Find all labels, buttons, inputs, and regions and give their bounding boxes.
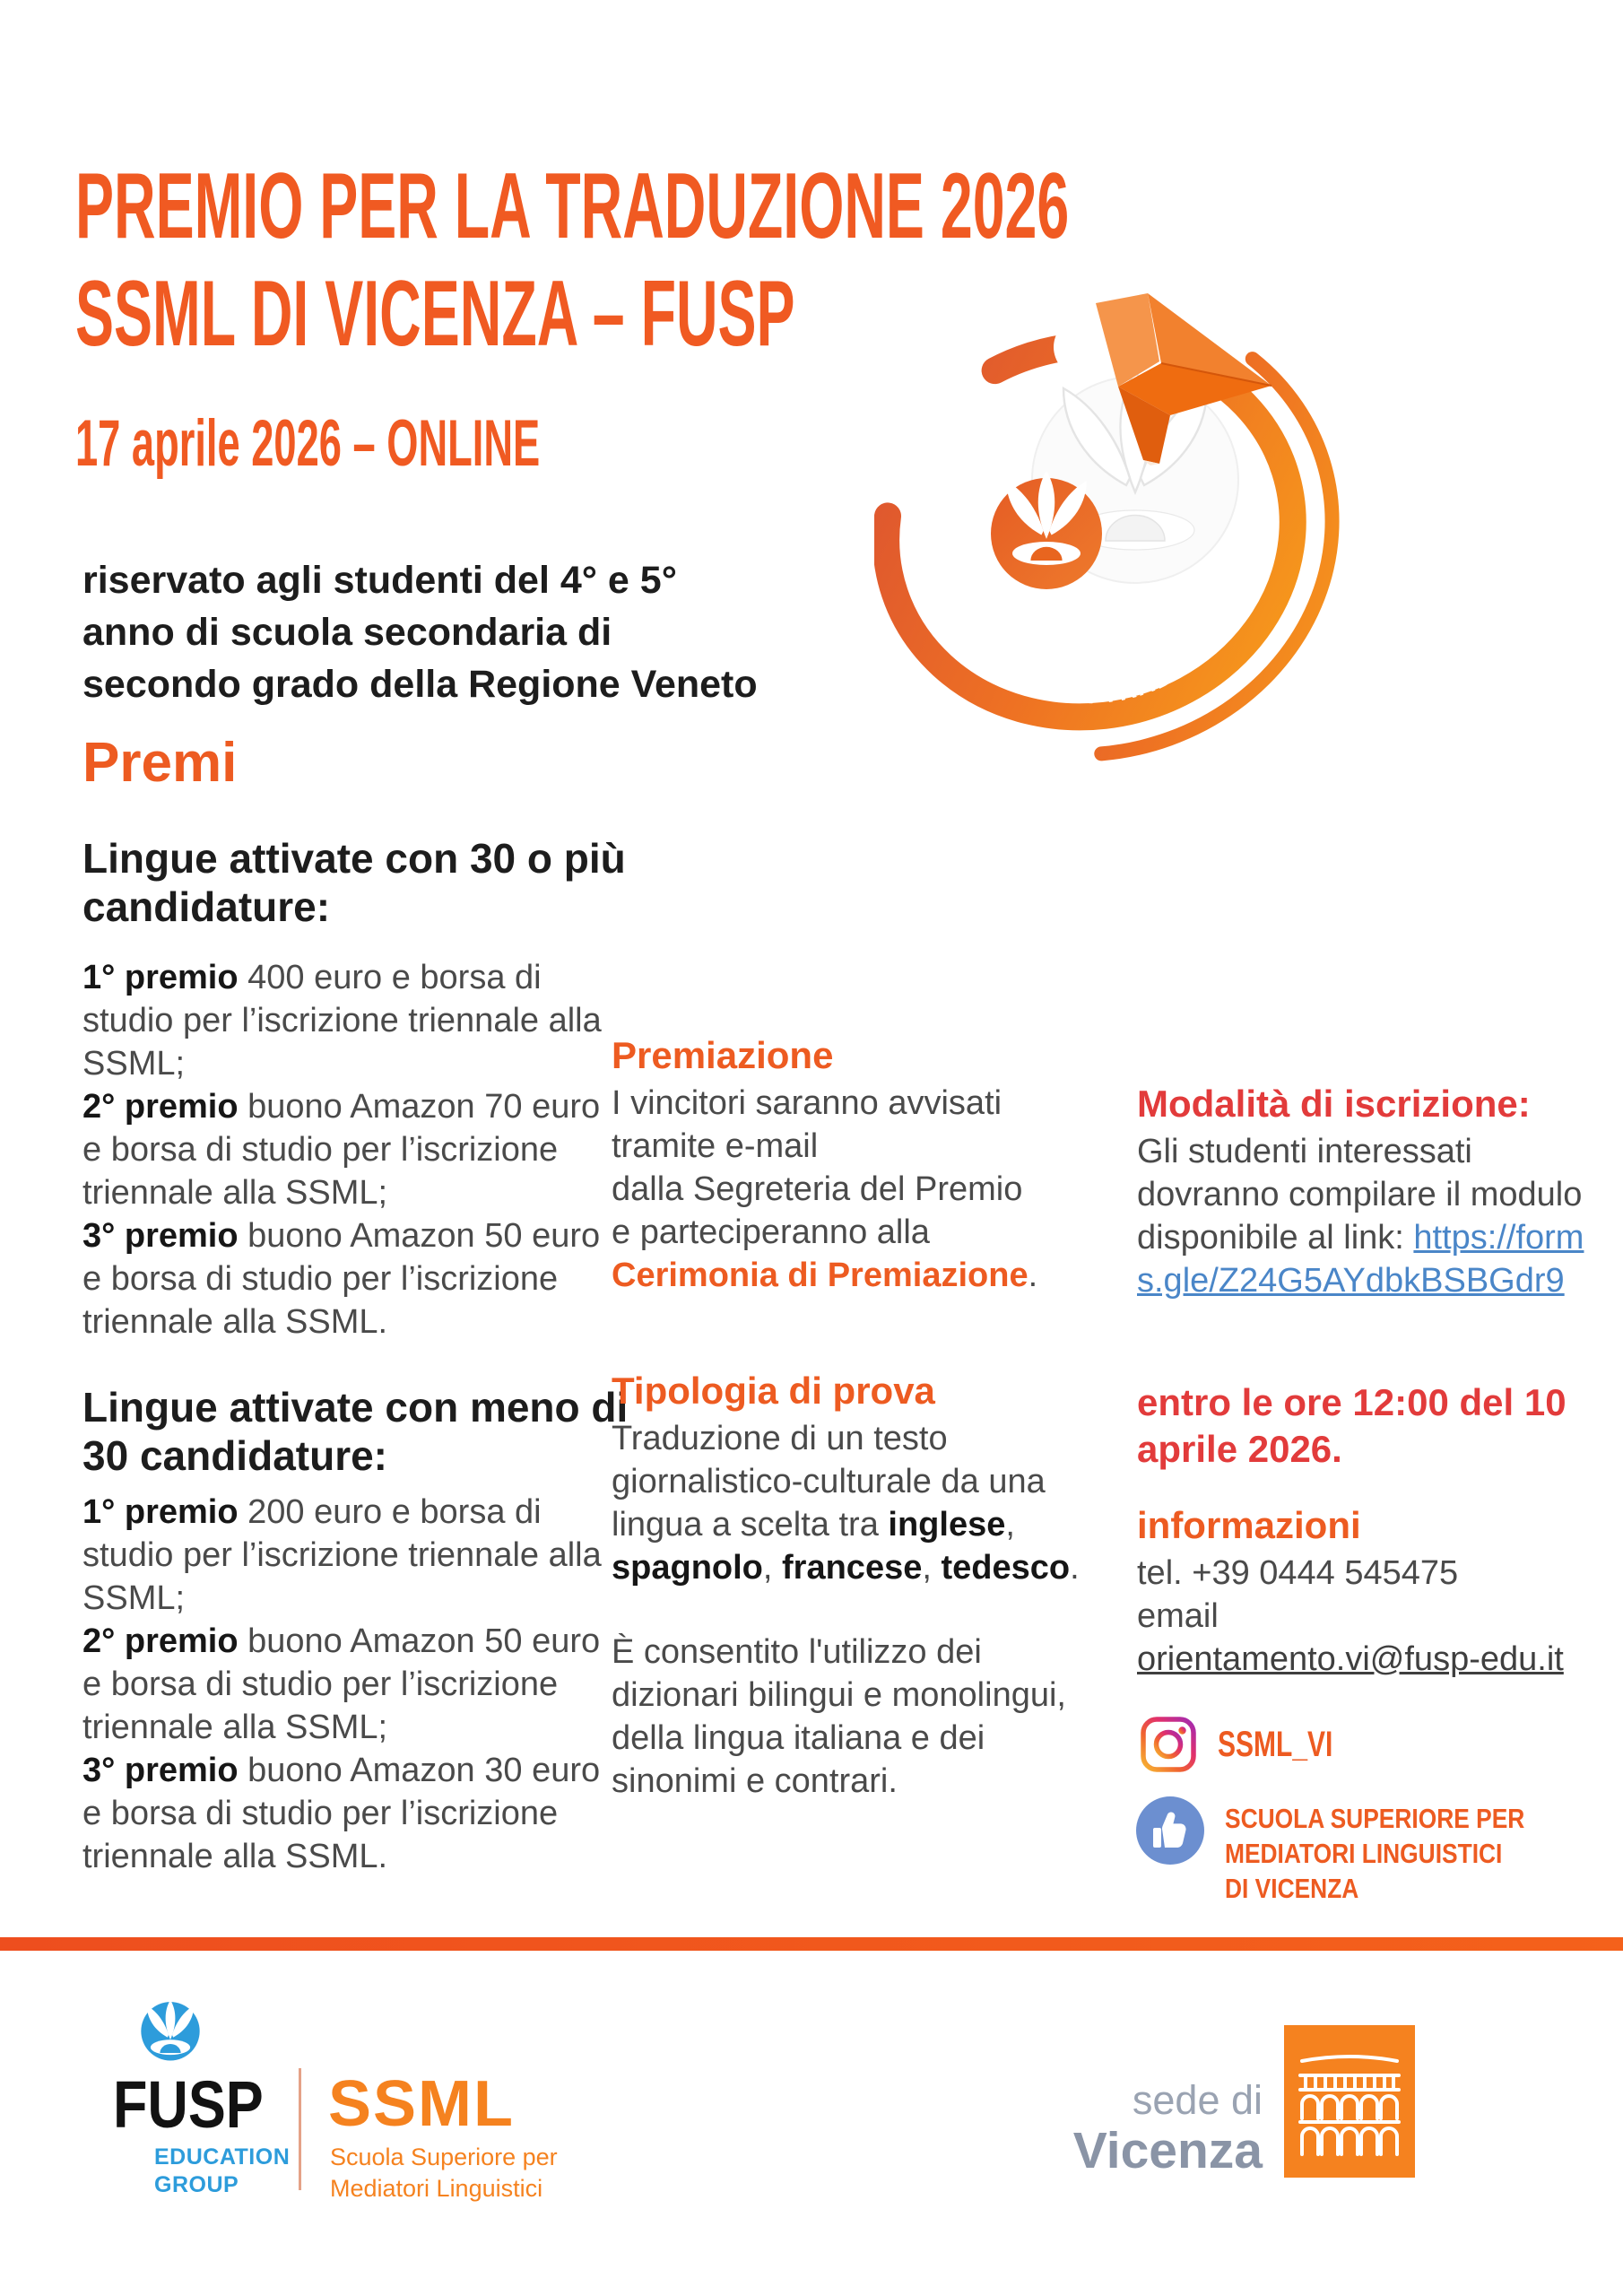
prize-rank: 1° premio	[82, 959, 239, 996]
tipologia-text: Traduzione di un testo giornalistico-culturale da una lingua a scelta tra	[612, 1420, 1046, 1544]
prize-item	[82, 1620, 607, 1749]
registration-form-link[interactable]: https://forms.gle/Z24G5AYdbkBSBGdr9	[1137, 1219, 1584, 1300]
lang-spagnolo: spagnolo	[612, 1549, 763, 1587]
prize-desc: buono Amazon 30 euro e borsa di studio per l’iscrizione triennale alla SSML.	[82, 1752, 601, 1875]
sede-block	[933, 2077, 1263, 2178]
ssml-sub-line: Scuola Superiore per	[330, 2144, 558, 2170]
prize-rank: 1° premio	[82, 1493, 239, 1531]
facebook-line: MEDIATORI LINGUISTICI	[1225, 1838, 1503, 1869]
prize-rank: 2° premio	[82, 1622, 239, 1660]
email-label: email	[1137, 1597, 1219, 1635]
fusp-sub-line: EDUCATION	[154, 2144, 291, 2170]
facebook-line: DI VICENZA	[1225, 1873, 1359, 1904]
premiazione-line: dalla Segreteria del Premio	[612, 1170, 1023, 1208]
group1-title-line: candidature:	[82, 883, 331, 930]
facebook-line: SCUOLA SUPERIORE PER	[1225, 1803, 1525, 1834]
info-heading: informazioni	[1137, 1504, 1361, 1546]
group2-title	[82, 1383, 628, 1480]
tipologia-heading: Tipologia di prova	[612, 1370, 935, 1412]
badge-orange-circle	[991, 471, 1102, 589]
prize-desc: buono Amazon 50 euro e borsa di studio per l’iscrizione triennale alla SSML;	[82, 1622, 601, 1746]
tipologia-text: ,	[762, 1549, 783, 1587]
prize-desc: buono Amazon 70 euro e borsa di studio per l’iscrizione triennale alla SSML;	[82, 1088, 601, 1212]
tipologia-paragraph-1	[612, 1417, 1100, 1589]
prize-item	[82, 1085, 607, 1214]
premiazione-line: I vincitori saranno avvisati	[612, 1084, 1002, 1122]
intro-line: anno di scuola secondaria di	[82, 611, 612, 654]
lang-francese: francese	[782, 1549, 923, 1587]
event-date	[75, 407, 825, 480]
prize-item	[82, 956, 607, 1085]
lang-inglese: inglese	[888, 1506, 1006, 1544]
iscrizione-text: Gli studenti interessati dovranno compilare il modulo disponibile al link:	[1137, 1133, 1583, 1257]
facebook-row[interactable]	[1135, 1796, 1577, 1906]
iscrizione-body	[1137, 1130, 1590, 1302]
instagram-icon[interactable]	[1139, 1715, 1198, 1774]
group2-prize-list	[82, 1491, 607, 1878]
premiazione-line: tramite e-mail	[612, 1127, 819, 1165]
intro-line: riservato agli studenti del 4° e 5°	[82, 559, 677, 602]
title-text-2: SSML DI VICENZA – FUSP	[75, 262, 795, 366]
deadline-line: entro le ore 12:00 del 10	[1137, 1381, 1567, 1423]
group2-title-line: 30 candidature:	[82, 1432, 387, 1479]
title-text-1: PREMIO PER LA TRADUZIONE 2026	[75, 154, 1070, 258]
page-title-line1	[75, 154, 1623, 258]
facebook-page-name[interactable]	[1225, 1801, 1577, 1906]
phone-number: tel. +39 0444 545475	[1137, 1554, 1459, 1592]
prize-rank: 3° premio	[82, 1752, 239, 1789]
email-link[interactable]: orientamento.vi@fusp-edu.it	[1137, 1640, 1564, 1678]
group1-title	[82, 834, 626, 931]
iscrizione-heading: Modalità di iscrizione:	[1137, 1083, 1531, 1125]
footer-divider	[299, 2068, 301, 2190]
cerimonia-highlight: Cerimonia di Premiazione	[612, 1257, 1028, 1294]
contact-block	[1137, 1552, 1564, 1681]
prize-item	[82, 1214, 607, 1344]
premio-badge-logo	[874, 265, 1493, 771]
prize-desc: 400 euro e borsa di studio per l’iscrizione triennale alla SSML;	[82, 959, 602, 1083]
group1-prize-list	[82, 956, 607, 1344]
instagram-row[interactable]	[1139, 1715, 1371, 1774]
tipologia-text: ,	[1005, 1506, 1015, 1544]
prize-desc: buono Amazon 50 euro e borsa di studio per l’iscrizione triennale alla SSML.	[82, 1217, 601, 1341]
fusp-wordmark	[113, 2067, 290, 2142]
intro-line: secondo grado della Regione Veneto	[82, 663, 758, 706]
fusp-sub-line: GROUP	[154, 2172, 239, 2197]
premi-heading: Premi	[82, 732, 238, 794]
highlight-suffix: .	[1028, 1257, 1038, 1294]
prize-item	[82, 1749, 607, 1878]
fusp-name-text: FUSP	[113, 2067, 264, 2142]
premiazione-body	[612, 1082, 1114, 1297]
premiazione-highlight-line	[612, 1254, 1114, 1297]
lang-tedesco: tedesco	[941, 1549, 1071, 1587]
ssml-wordmark: SSML	[328, 2068, 516, 2140]
fusp-subtitle	[154, 2144, 290, 2199]
ssml-sub-line: Mediatori Linguistici	[330, 2175, 543, 2202]
prize-rank: 2° premio	[82, 1088, 239, 1126]
sede-line2: Vicenza	[1072, 2122, 1263, 2179]
deadline	[1137, 1379, 1567, 1473]
tipologia-paragraph-2: È consentito l'utilizzo dei dizionari bilingui e monolingui, della lingua italiana e dei sinonimi e contrari.	[612, 1633, 1066, 1800]
sede-line1: sede di	[1132, 2077, 1263, 2123]
prize-desc: 200 euro e borsa di studio per l’iscrizione triennale alla SSML;	[82, 1493, 602, 1617]
facebook-thumbs-up-icon[interactable]	[1135, 1796, 1205, 1866]
divider-bar	[0, 1937, 1623, 1951]
group1-title-line: Lingue attivate con 30 o più	[82, 835, 626, 882]
prize-rank: 3° premio	[82, 1217, 239, 1255]
intro-paragraph	[82, 554, 758, 710]
fusp-flower-icon	[138, 2000, 203, 2070]
deadline-line: aprile 2026.	[1137, 1428, 1342, 1470]
ssml-subtitle	[330, 2142, 558, 2205]
tipologia-text: ,	[922, 1549, 942, 1587]
premiazione-heading: Premiazione	[612, 1034, 834, 1076]
tipologia-text: .	[1070, 1549, 1080, 1587]
instagram-handle[interactable]: SSML_VI	[1218, 1724, 1333, 1764]
badge-curved-text: PREMIO PER LA TRADUZIONE	[920, 578, 1251, 709]
event-date-text: 17 aprile 2026 – ONLINE	[75, 407, 541, 480]
basilica-palladiana-icon	[1284, 2025, 1415, 2178]
group2-title-line: Lingue attivate con meno di	[82, 1384, 629, 1431]
premiazione-line: e parteciperanno alla	[612, 1213, 930, 1251]
prize-item	[82, 1491, 607, 1620]
